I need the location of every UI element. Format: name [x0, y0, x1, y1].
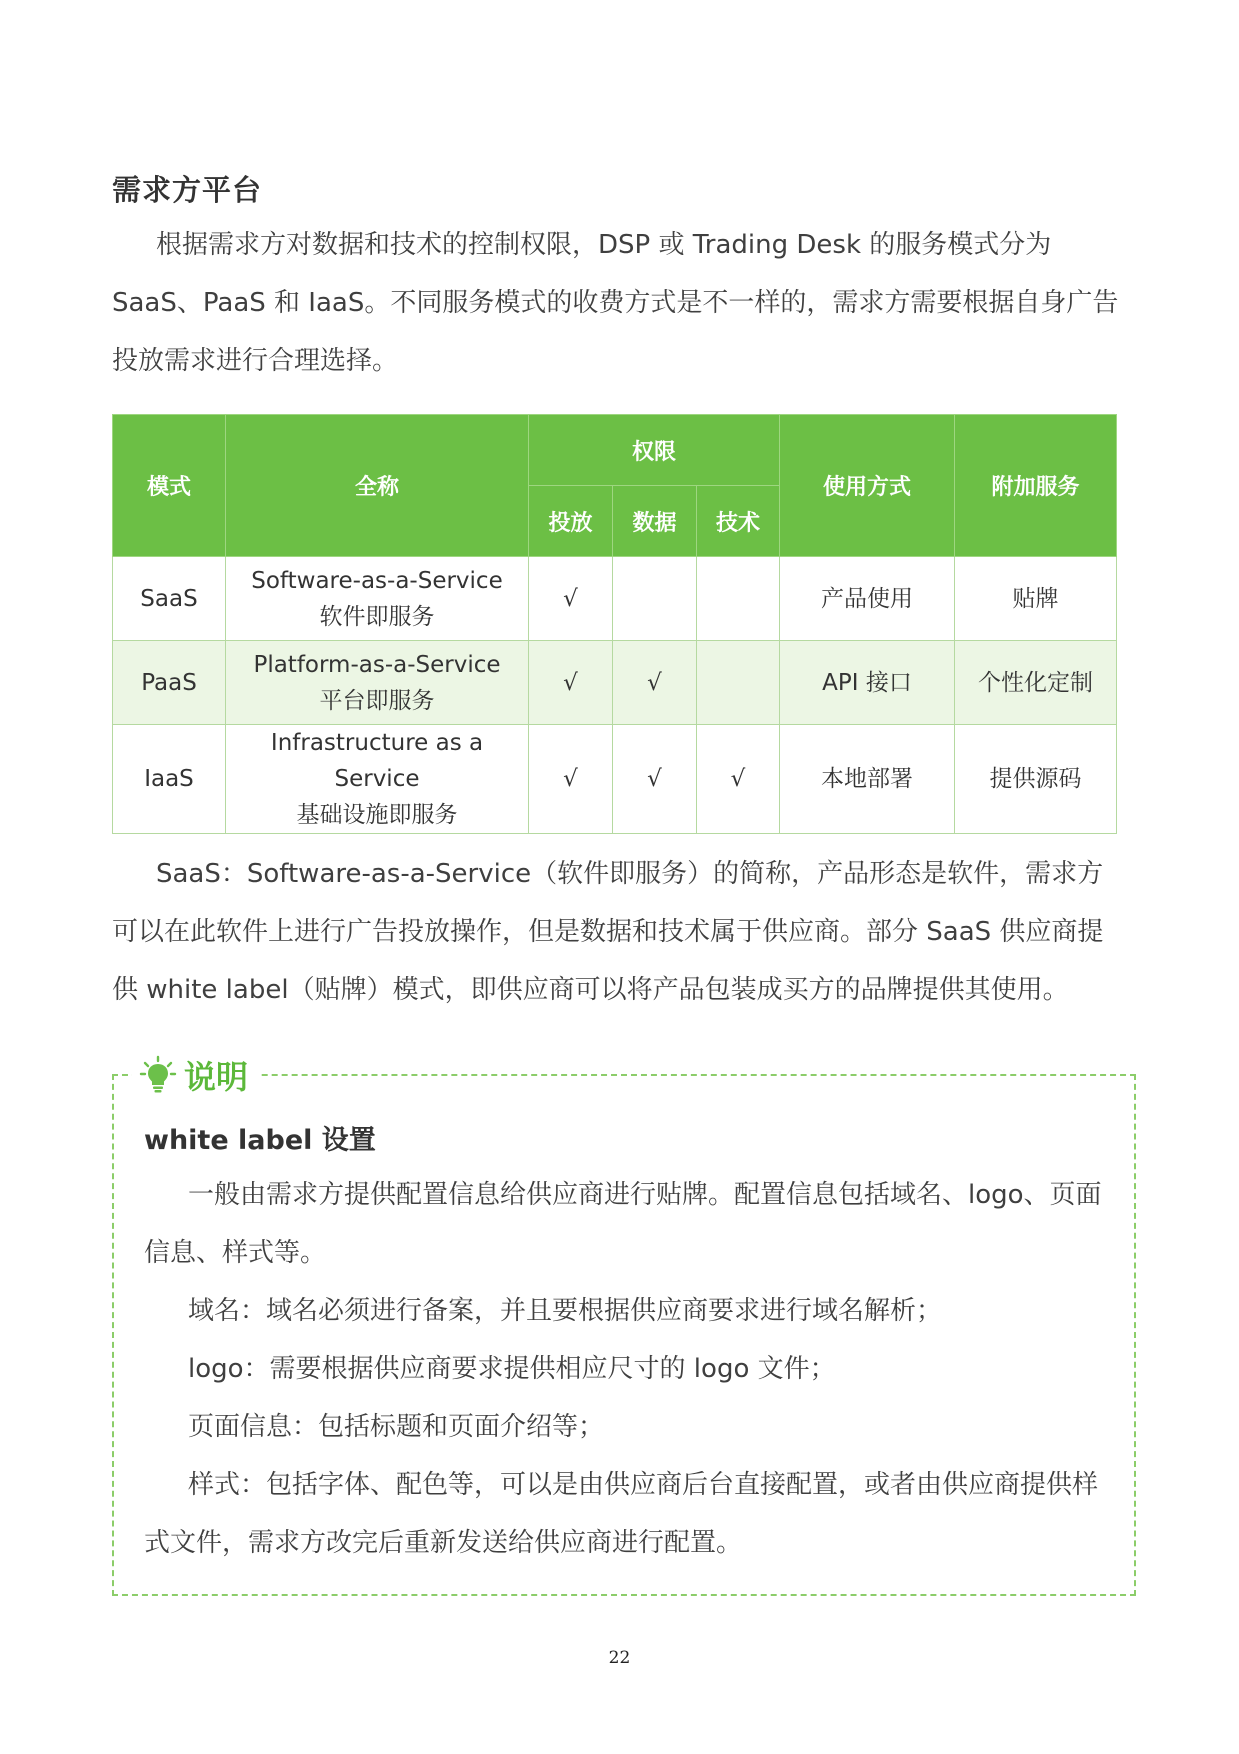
header-full-name: 全称 — [226, 415, 529, 557]
cell-full-name-en: Infrastructure as a Service — [270, 730, 484, 792]
cell-usage: 本地部署 — [780, 725, 955, 834]
note-item-logo-text: logo：需要根据供应商要求提供相应尺寸的 logo 文件； — [188, 1354, 836, 1384]
cell-usage: 产品使用 — [780, 557, 955, 641]
intro-paragraph-text: 根据需求方对数据和技术的控制权限，DSP 或 Trading Desk 的服务模式分为 SaaS、PaaS 和 IaaS。不同服务模式的收费方式是不一样的，需求方需要根据自身广告投放需求进行合理选择。 — [112, 230, 1119, 376]
cell-full-name-zh: 平台即服务 — [319, 687, 435, 714]
service-mode-table — [112, 414, 1117, 834]
cell-data: √ — [613, 725, 697, 834]
cell-data: √ — [613, 641, 697, 725]
note-label-text: 说明 — [184, 1058, 249, 1096]
table-header-row — [113, 415, 1117, 486]
note-item-style-text: 样式：包括字体、配色等，可以是由供应商后台直接配置，或者由供应商提供样式文件，需求方改完后重新发送给供应商进行配置。 — [144, 1470, 1099, 1558]
note-item-style — [144, 1456, 1119, 1572]
cell-mode: IaaS — [113, 725, 226, 834]
cell-addon: 贴牌 — [955, 557, 1117, 641]
note-item-page-text: 页面信息：包括标题和页面介绍等； — [188, 1412, 605, 1442]
cell-full-name — [226, 557, 529, 641]
cell-launch: √ — [529, 557, 613, 641]
section-title: 需求方平台 — [112, 173, 263, 207]
cell-addon: 个性化定制 — [955, 641, 1117, 725]
intro-paragraph — [112, 216, 1122, 390]
note-item-domain-text: 域名：域名必须进行备案，并且要根据供应商要求进行域名解析； — [188, 1296, 943, 1326]
note-item-domain — [144, 1282, 1119, 1340]
cell-full-name-zh: 软件即服务 — [319, 603, 435, 630]
cell-launch: √ — [529, 641, 613, 725]
table-row — [113, 725, 1117, 834]
cell-mode: SaaS — [113, 557, 226, 641]
cell-full-name-en: Platform-as-a-Service — [253, 651, 501, 678]
cell-data — [613, 557, 697, 641]
header-launch: 投放 — [529, 486, 613, 557]
header-tech: 技术 — [697, 486, 780, 557]
header-data: 数据 — [613, 486, 697, 557]
cell-full-name — [226, 641, 529, 725]
lightbulb-icon — [138, 1055, 178, 1095]
page-number: 22 — [608, 1648, 631, 1668]
cell-usage: API 接口 — [780, 641, 955, 725]
header-addon: 附加服务 — [955, 415, 1117, 557]
table-row — [113, 641, 1117, 725]
cell-full-name — [226, 725, 529, 834]
cell-full-name-en: Software-as-a-Service — [251, 567, 503, 594]
header-mode: 模式 — [113, 415, 226, 557]
header-usage: 使用方式 — [780, 415, 955, 557]
cell-addon: 提供源码 — [955, 725, 1117, 834]
cell-tech: √ — [697, 725, 780, 834]
cell-tech — [697, 641, 780, 725]
note-item-logo — [144, 1340, 1119, 1398]
header-permission: 权限 — [529, 415, 780, 486]
note-item-page — [144, 1398, 1119, 1456]
saas-paragraph-text: SaaS：Software-as-a-Service（软件即服务）的简称，产品形态是软件，需求方可以在此软件上进行广告投放操作，但是数据和技术属于供应商。部分 SaaS 供应商提供 white label（贴牌）模式，即供应商可以将产品包装成买方的品牌提供其使用。 — [112, 859, 1104, 1005]
cell-mode: PaaS — [113, 641, 226, 725]
table-row — [113, 557, 1117, 641]
cell-tech — [697, 557, 780, 641]
note-intro — [144, 1166, 1119, 1282]
note-intro-text: 一般由需求方提供配置信息给供应商进行贴牌。配置信息包括域名、logo、页面信息、样式等。 — [144, 1180, 1102, 1268]
note-subtitle: white label 设置 — [144, 1125, 376, 1156]
saas-paragraph — [112, 845, 1122, 1019]
cell-full-name-zh: 基础设施即服务 — [296, 802, 458, 828]
note-label — [132, 1052, 258, 1098]
cell-launch: √ — [529, 725, 613, 834]
